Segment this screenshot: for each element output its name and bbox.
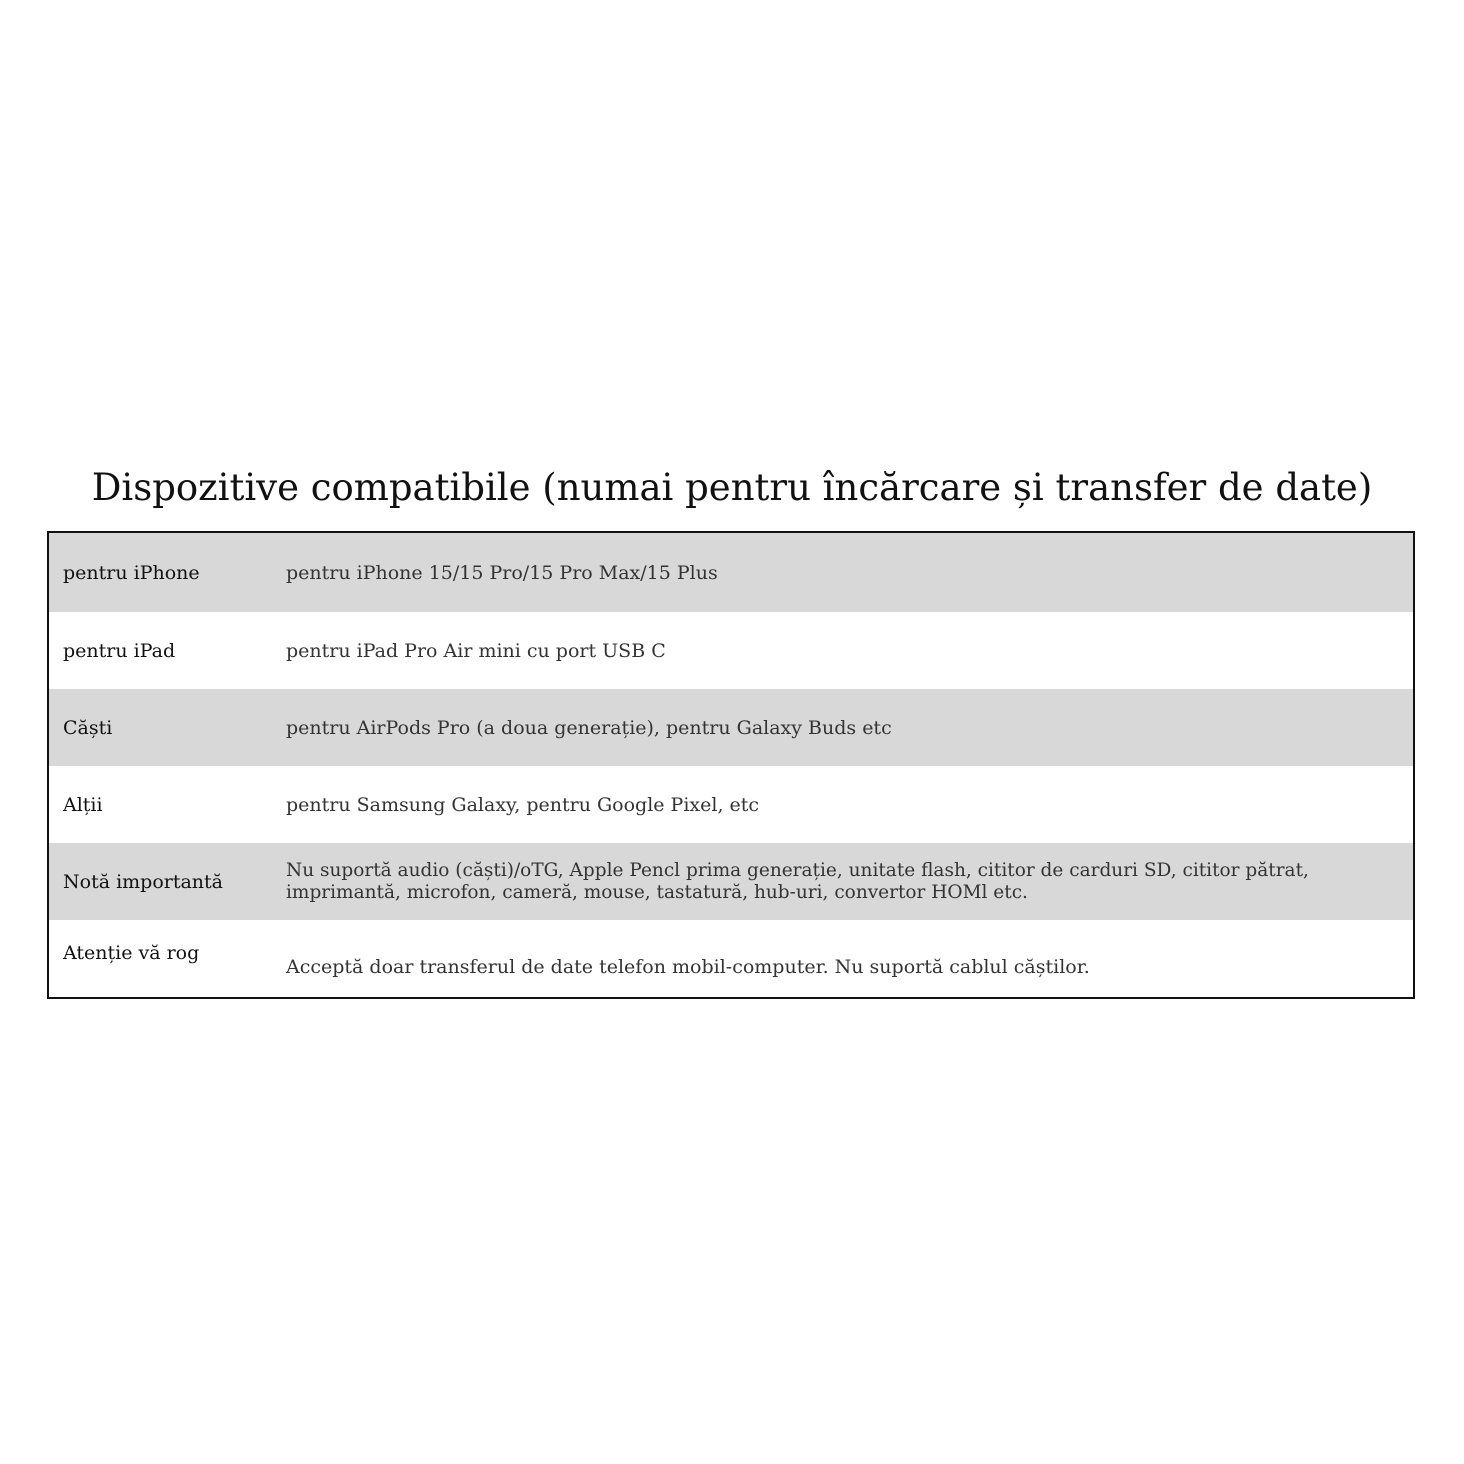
row-value: pentru iPad Pro Air mini cu port USB C [286,639,666,662]
row-label: Notă importantă [63,870,224,893]
row-value: pentru iPhone 15/15 Pro/15 Pro Max/15 Plus [286,561,718,584]
row-label: Alții [63,793,103,816]
row-value: pentru AirPods Pro (a doua generație), pentru Galaxy Buds etc [286,716,892,739]
table-row-iphone [49,533,1413,612]
table-row-ipad [49,612,1413,689]
table-row-important-note [49,843,1413,920]
page-title: Dispozitive compatibile (numai pentru încărcare și transfer de date) [91,466,1373,509]
row-label: pentru iPad [63,639,176,662]
table-row-others [49,766,1413,843]
row-label: Atenție vă rog [63,942,200,964]
row-value: Nu suportă audio (căști)/oTG, Apple Pencl prima generație, unitate flash, cititor de carduri SD, cititor pătrat, imprimantă, microfon, cameră, mouse, tastatură, hub-uri, convertor HOMl etc. [286,859,1309,903]
row-label: pentru iPhone [63,561,200,584]
row-label: Căști [63,716,113,739]
table-row-headphones [49,689,1413,766]
compatibility-table [47,531,1415,999]
table-row-attention [49,920,1413,997]
row-value: pentru Samsung Galaxy, pentru Google Pixel, etc [286,793,760,816]
row-value: Acceptă doar transferul de date telefon mobil-computer. Nu suportă cablul căștilor. [286,955,1090,978]
